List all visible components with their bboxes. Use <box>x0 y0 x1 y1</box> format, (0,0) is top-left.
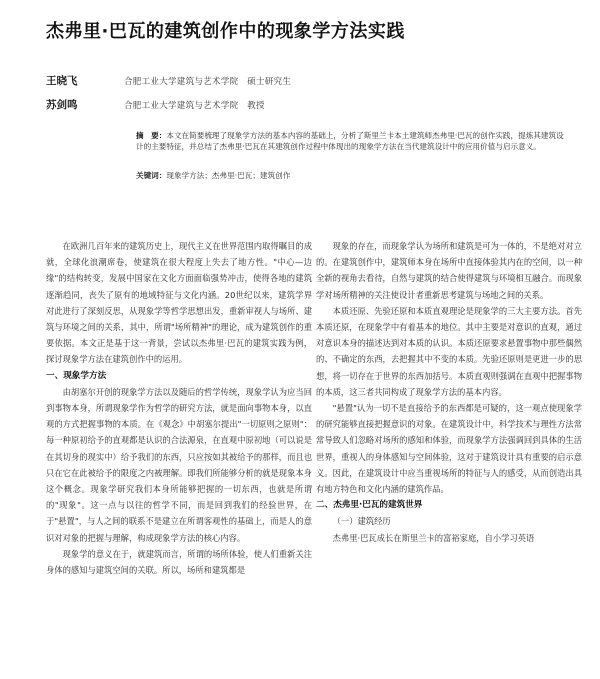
abstract-text: 本文在简要梳理了现象学方法的基本内容的基础上，分析了斯里兰卡本土建筑师杰弗里·巴瓦的创作实践，提炼其建筑设计的主要特征，并总结了杰弗里·巴瓦在其建筑创作过程中体现出的现象学方法在当代建筑设计中的应用价值与启示意义。 <box>136 131 564 152</box>
left-column <box>46 238 312 578</box>
keywords-text: 现象学方法；杰弗里·巴瓦；建筑创作 <box>166 171 291 180</box>
subsection-heading: （一）建筑经历 <box>332 516 391 527</box>
author-affiliation: 合肥工业大学建筑与艺术学院 教授 <box>124 100 265 111</box>
body-paragraph: 本质还原、先验还原和本质直观理论是现象学的三大主要方法。首先本质还原，在现象学中有着基本的地位。其中主要是对意识的直观，通过对意识本身的描述达到对本质的认识。本质还原要求悬置事物中那些偶然的、不确定的东西，去把握其中不变的本质。先验还原则是更进一步的思想，将一切存在于世界的东西加括号。本质直观则强调在直观中把握事物的本质，这三者共同构成了现象学方法的基本内容。 <box>316 305 582 397</box>
body-paragraph: 由胡塞尔开创的现象学方法以及随后的哲学传统，现象学认为应当回到事物本身，所谓现象学作为哲学的研究方法，就是面向事物本身，以直观的方式把握事物的本质。在《观念》中胡塞尔提出"一切原则之原则"：每一种原初给予的直观都是认识的合法源泉，在直观中原初地（可以说是在其切身的现实中）给予我们的东西，只应按如其被给予的那样，而且也只在它在此被给予的限度之内被理解。即我们所能够分析的就是现象本身这个概念。现象学研究我们本身所能够把握的一切东西，也就是所谓的"现象"。这一点与以往的哲学不同，而是回到我们的经验世界，在于"悬置"，与人之间的联系不是建立在所谓客观性的基础上，而是人的意识对对象的把握与理解，构成现象学方法的核心内容。 <box>46 386 312 543</box>
page-title: 杰弗里·巴瓦的建筑创作中的现象学方法实践 <box>46 21 405 42</box>
body-paragraph: 在欧洲几百年来的建筑历史上，现代主义在世界范围内取得瞩目的成就，全球化浪潮席卷，使建筑在很大程度上失去了地方性。"中心—边缘"的结构转变，发展中国家在文化方面面临强势冲击，使得各地的建筑逐渐趋同，丧失了原有的地域特征与文化内涵。20世纪以来，建筑学界对此进行了深刻反思，从现象学等哲学思想出发，重新审视人与场所、建筑与环境之间的关系，其中，所谓"场所精神"的理论，成为建筑创作的重要依据。本文正是基于这一背景，尝试以杰弗里·巴瓦的建筑实践为例，探讨现象学方法在建筑创作中的运用。 <box>46 241 312 365</box>
section-heading: 一、现象学方法 <box>46 370 107 381</box>
body-paragraph: 杰弗里·巴瓦成长在斯里兰卡的富裕家庭，自小学习英语 <box>332 532 535 543</box>
body-paragraph: 现象学的意义在于，就建筑而言，所谓的场所体验，使人们重新关注身体的感知与建筑空间的关联。所以，场所和建筑都是 <box>46 548 312 576</box>
keywords-label: 关键词： <box>136 171 167 180</box>
abstract <box>136 130 568 153</box>
author-row-1 <box>46 73 291 88</box>
body-paragraph: "悬置"认为一切不是直接给予的东西都是可疑的，这一观点使现象学的研究能够直接把握意识的对象。在建筑设计中，科学技术与理性方法常常导致人们忽略对场所的感知和体验，而现象学方法强调回到具体的生活世界，重视人的身体感知与空间体验，这对于建筑设计具有重要的启示意义。因此，在建筑设计中应当重视场所的特征与人的感受，从而创造出具有地方特色和文化内涵的建筑作品。 <box>316 403 582 495</box>
keywords <box>136 170 568 181</box>
abstract-label: 摘 要： <box>136 131 167 140</box>
right-column <box>316 238 582 546</box>
author-affiliation: 合肥工业大学建筑与艺术学院 硕士研究生 <box>124 76 292 87</box>
author-row-2 <box>46 97 265 112</box>
body-paragraph: 现象的存在，而现象学认为场所和建筑是可为一体的，不是绝对对立的。在建筑创作中，建筑师本身在场所中直接体验其内在的空间，以一种全新的视角去看待，自然与建筑的结合使得建筑与环境相互融合。而现象学对场所精神的关注使设计者重新思考建筑与场地之间的关系。 <box>316 241 582 300</box>
section-heading: 二、杰弗里·巴瓦的建筑世界 <box>316 500 423 511</box>
author-name: 王晓飞 <box>46 75 78 87</box>
author-name: 苏剑鸣 <box>46 99 78 111</box>
